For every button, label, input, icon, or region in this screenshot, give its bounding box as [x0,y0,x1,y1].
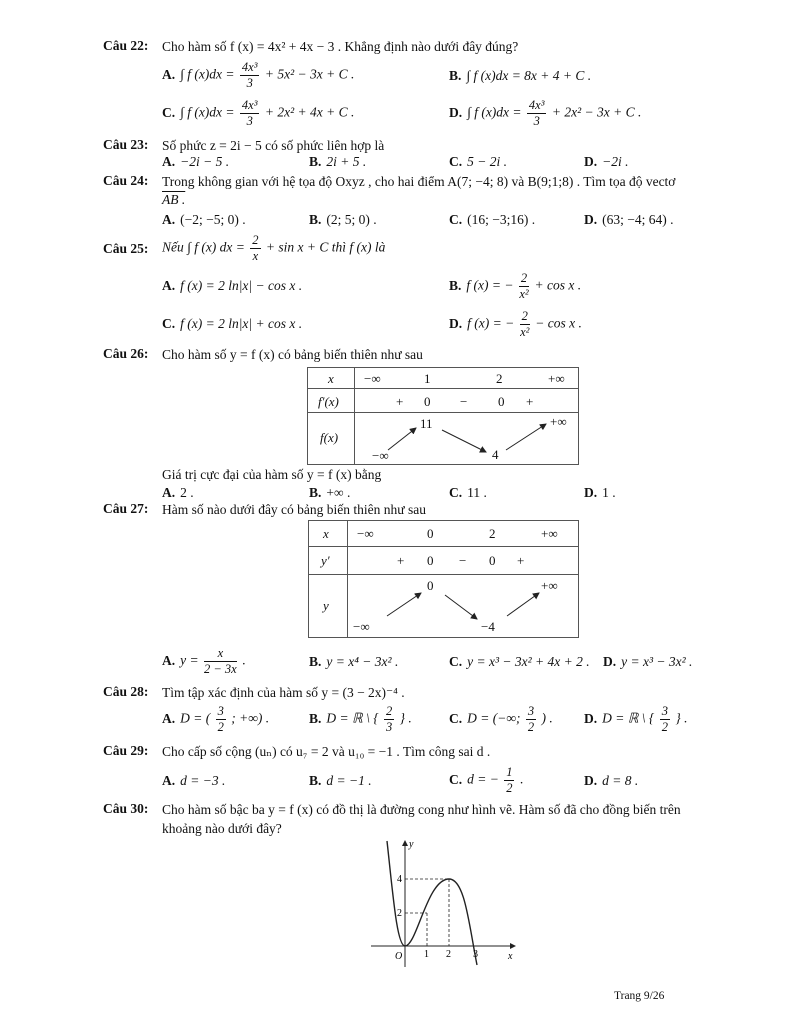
question-number: Câu 26: [103,346,149,361]
derivative-label: y′ [321,553,330,568]
sign: 0 [427,553,434,568]
fraction: $\frac{2}{\text{x²}}$ [519,271,529,301]
variation-arrows [309,521,578,637]
option-c[interactable]: C. 5 − 2i . [449,154,507,169]
option-d[interactable]: D. ∫ f (x)dx = $\frac{\text{4x³}}{3}$ + 2x² − 3x + C . [449,98,642,128]
sign: 0 [489,553,496,568]
f-value: 4 [492,447,499,462]
sign: + [526,394,534,409]
x-value: −∞ [357,526,374,541]
option-d[interactable]: D. f (x) = − $\frac{2}{\text{x²}}$ − cos x . [449,309,582,339]
sign: + [397,553,405,568]
sign: − [459,553,467,568]
option-a[interactable]: A. −2i − 5 . [162,154,230,169]
fraction: $\frac{3}{2}$ [527,704,535,734]
option-a[interactable]: A. ∫ f (x)dx = $\frac{\text{4x³}}{3}$ + 5x² − 3x + C . [162,60,355,90]
option-d[interactable]: D. 1 . [584,485,616,500]
question-number: Câu 23: [103,137,149,152]
option-d[interactable]: D. d = 8 . [584,773,639,788]
x-tick: 1 [424,949,429,960]
fraction: $\frac{3}{2}$ [661,704,668,734]
sign: + [517,553,525,568]
question-text: Cho cấp số cộng (uₙ) có u₇ = 2 và u₁₀ = −1 . Tìm công sai d . [162,744,491,759]
fraction: $\frac{x}{2 - 3x}$ [203,646,237,676]
x-value: +∞ [548,371,565,386]
question-26-continued [103,466,733,498]
sign: − [460,394,468,409]
x-value: +∞ [541,526,558,541]
fraction: $\frac{1}{2}$ [506,765,513,795]
option-b[interactable]: B. f (x) = − $\frac{2}{\text{x²}}$ + cos x . [449,271,582,301]
x-label: x [328,371,334,386]
y-axis-label: y [409,839,414,850]
x-value: 2 [489,526,496,541]
option-c[interactable]: C. d = − $\frac{1}{2}$ . [449,765,524,795]
f-value: −4 [481,619,495,634]
question-text: Hàm số nào dưới đây có bảng biến thiên như sau [162,502,426,517]
question-text: Nếu ∫ f (x) dx = $\frac{2}{x}$ + sin x + C thì f (x) là [162,233,386,263]
option-c[interactable]: C. ∫ f (x)dx = $\frac{\text{4x³}}{3}$ + 2x² + 4x + C . [162,98,355,128]
cubic-graph [365,835,525,970]
question-text: Cho hàm số f (x) = 4x² + 4x − 3 . Khẳng định nào dưới đây đúng? [162,39,519,54]
origin-label: O [395,951,403,962]
question-29 [103,743,733,799]
question-24 [103,173,733,231]
question-number: Câu 22: [103,38,149,53]
derivative-label: f′(x) [318,394,339,409]
question-27-options [103,646,733,680]
option-b[interactable]: B. y = x⁴ − 3x² . [309,654,399,669]
question-text-2: Giá trị cực đại của hàm số y = f (x) bằng [162,467,382,482]
option-d[interactable]: D. −2i . [584,154,629,169]
question-25 [103,233,733,345]
function-label: y [323,598,329,613]
variation-table-26 [307,367,579,465]
option-b[interactable]: B. (2; 5; 0) . [309,212,377,227]
sign: 0 [424,394,431,409]
option-a[interactable]: A. (−2; −5; 0) . [162,212,246,227]
option-a[interactable]: A. d = −3 . [162,773,226,788]
fraction: $\frac{2}{3}$ [385,704,393,734]
option-a[interactable]: A. 2 . [162,485,194,500]
variation-table-27 [308,520,579,638]
x-label: x [323,526,329,541]
option-b[interactable]: B. +∞ . [309,485,351,500]
option-c[interactable]: C. f (x) = 2 ln|x| + cos x . [162,316,303,331]
question-text: Cho hàm số bậc ba y = f (x) có đồ thị là đường cong như hình vẽ. Hàm số đã cho đồng biến trên [162,802,681,817]
option-a[interactable]: A. D = ( $\frac{3}{2}$ ; +∞) . [162,704,270,734]
x-axis-label: x [508,951,513,962]
sign: 0 [498,394,505,409]
f-value: −∞ [372,448,389,463]
vector-ab: AB . [162,192,186,207]
question-text-2: khoảng nào dưới đây? [162,821,282,836]
f-value: +∞ [550,414,567,429]
f-value: −∞ [353,619,370,634]
question-22 [103,38,733,128]
x-value: 0 [427,526,434,541]
option-c[interactable]: C. 11 . [449,485,487,500]
variation-arrows [308,368,578,464]
f-value: 11 [420,416,433,431]
question-text: Số phức z = 2i − 5 có số phức liên hợp là [162,138,385,153]
question-27 [103,501,733,521]
fraction: $\frac{\text{4x³}}{3}$ [241,98,258,128]
x-tick: 3 [473,949,478,960]
question-number: Câu 27: [103,501,149,516]
question-number: Câu 28: [103,684,149,699]
option-d[interactable]: D. (63; −4; 64) . [584,212,674,227]
option-d[interactable]: D. y = x³ − 3x² . [603,654,693,669]
option-c[interactable]: C. (16; −3;16) . [449,212,536,227]
option-b[interactable]: B. d = −1 . [309,773,372,788]
option-c[interactable]: C. y = x³ − 3x² + 4x + 2 . [449,654,590,669]
question-28 [103,684,733,744]
question-text: Tìm tập xác định của hàm số y = (3 − 2x)⁻⁴ . [162,685,405,700]
fraction: $\frac{2}{x}$ [252,233,259,263]
question-text: Cho hàm số y = f (x) có bảng biến thiên như sau [162,347,423,362]
fraction: $\frac{2}{\text{x²}}$ [520,309,530,339]
y-tick: 4 [397,874,402,885]
x-value: 1 [424,371,431,386]
f-value: 0 [427,578,434,593]
question-number: Câu 29: [103,743,149,758]
fraction: $\frac{\text{4x³}}{3}$ [241,60,258,90]
x-value: −∞ [364,371,381,386]
option-c[interactable]: C. D = (−∞; $\frac{3}{2}$ ) . [449,704,553,734]
option-b[interactable]: B. ∫ f (x)dx = 8x + 4 + C . [449,68,592,83]
question-text: Trong không gian với hệ tọa độ Oxyz , cho hai điểm A(7; −4; 8) và B(9;1;8) . Tìm tọa độ vectơ [162,174,676,189]
page-number: Trang 9/26 [614,990,665,1002]
fraction: $\frac{3}{2}$ [217,704,224,734]
option-d[interactable]: D. D = ℝ \ { $\frac{3}{2}$ } . [584,704,688,734]
x-tick: 2 [446,949,451,960]
option-b[interactable]: B. D = ℝ \ { $\frac{2}{3}$ } . [309,704,412,734]
question-number: Câu 24: [103,173,149,188]
x-value: 2 [496,371,503,386]
fraction: $\frac{\text{4x³}}{3}$ [528,98,545,128]
y-tick: 2 [397,908,402,919]
sign: + [396,394,404,409]
question-number: Câu 30: [103,801,149,816]
option-a[interactable]: A. f (x) = 2 ln|x| − cos x . [162,278,303,293]
option-a[interactable]: A. y = $\frac{x}{2 - 3x}$ . [162,646,246,676]
question-23 [103,137,733,171]
question-number: Câu 25: [103,241,149,256]
f-value: +∞ [541,578,558,593]
option-b[interactable]: B. 2i + 5 . [309,154,367,169]
function-label: f(x) [320,430,339,445]
